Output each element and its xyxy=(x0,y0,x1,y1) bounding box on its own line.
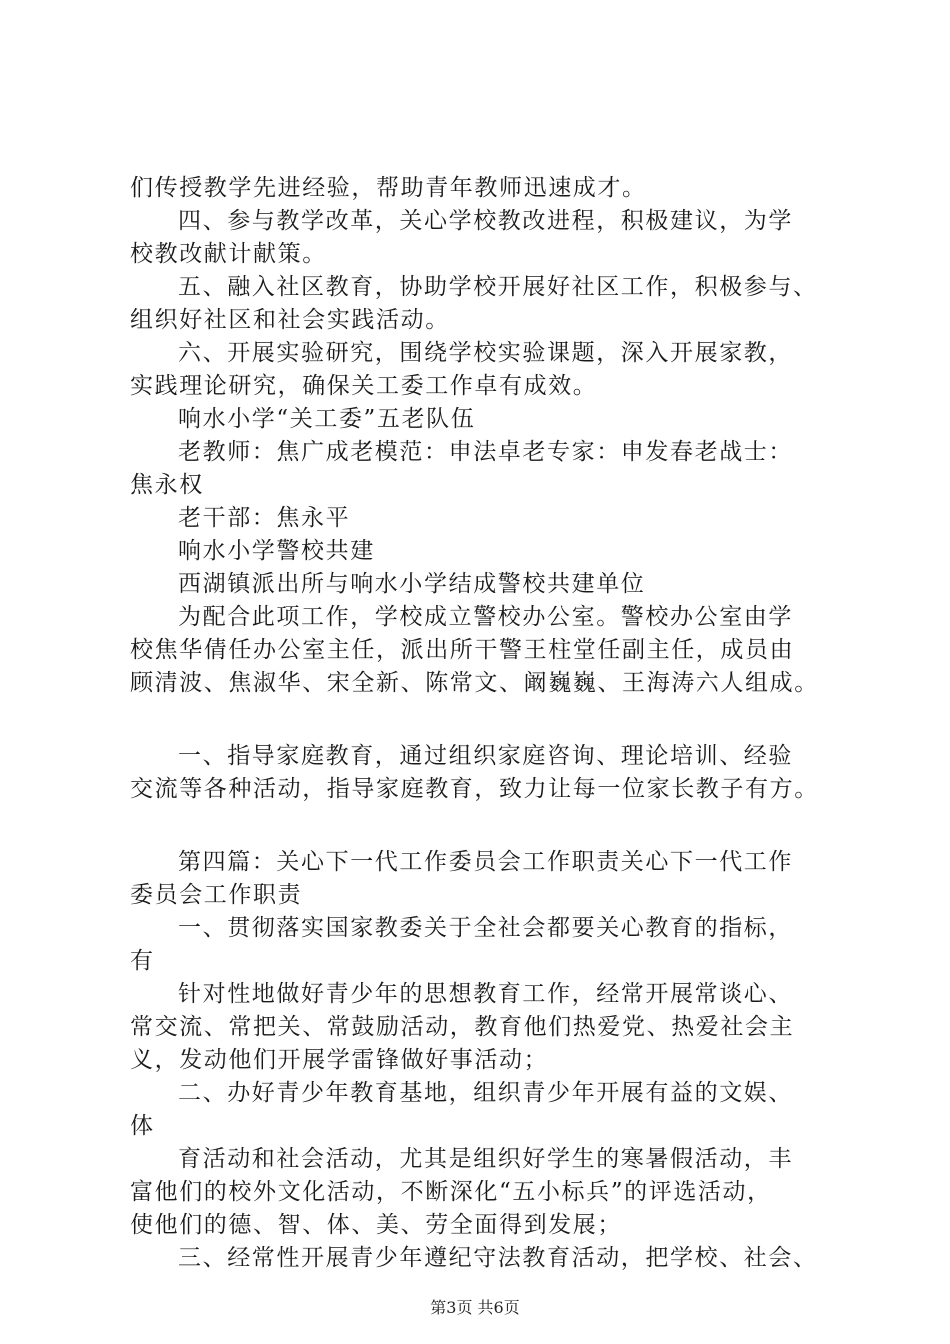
text-line: 富他们的校外文化活动，不断深化“五小标兵”的评选活动， xyxy=(130,1179,772,1205)
section-heading: 委员会工作职责 xyxy=(130,882,303,908)
text-line: 义，发动他们开展学雷锋做好事活动； xyxy=(130,1047,549,1073)
text-line: 老干部：焦永平 xyxy=(178,505,351,531)
section-heading: 响水小学“关工委”五老队伍 xyxy=(178,406,476,432)
text-line: 交流等各种活动，指导家庭教育，致力让每一位家长教子有方。 xyxy=(130,776,819,802)
text-line: 有 xyxy=(130,948,155,974)
text-line: 组织好社区和社会实践活动。 xyxy=(130,307,450,333)
text-line: 校焦华倩任办公室主任，派出所干警王柱堂任副主任，成员由 xyxy=(130,637,795,663)
text-line: 六、开展实验研究，围绕学校实验课题，深入开展家教， xyxy=(178,340,793,366)
text-line: 西湖镇派出所与响水小学结成警校共建单位 xyxy=(178,571,646,597)
text-line: 为配合此项工作，学校成立警校办公室。警校办公室由学 xyxy=(178,604,793,630)
text-line: 二、办好青少年教育基地，组织青少年开展有益的文娱、 xyxy=(178,1080,793,1106)
text-line: 实践理论研究，确保关工委工作卓有成效。 xyxy=(130,373,598,399)
document-body xyxy=(130,172,830,1275)
text-line: 四、参与教学改革，关心学校教改进程，积极建议，为学 xyxy=(178,208,793,234)
text-line: 常交流、常把关、常鼓励活动，教育他们热爱党、热爱社会主 xyxy=(130,1014,795,1040)
section-heading: 响水小学警校共建 xyxy=(178,538,375,564)
text-line: 一、指导家庭教育，通过组织家庭咨询、理论培训、经验 xyxy=(178,743,793,769)
text-line: 体 xyxy=(130,1113,155,1139)
text-line: 焦永权 xyxy=(130,472,204,498)
text-line: 老教师：焦广成老模范：申法卓老专家：申发春老战士： xyxy=(178,439,793,465)
page-number: 第3页 共6页 xyxy=(430,1298,520,1317)
text-line: 使他们的德、智、体、美、劳全面得到发展； xyxy=(130,1212,622,1238)
text-line: 校教改献计献策。 xyxy=(130,241,327,267)
text-line: 五、融入社区教育，协助学校开展好社区工作，积极参与、 xyxy=(178,274,818,300)
text-line: 三、经常性开展青少年遵纪守法教育活动，把学校、社会、 xyxy=(178,1245,818,1271)
section-heading: 第四篇：关心下一代工作委员会工作职责关心下一代工作 xyxy=(178,849,793,875)
paragraph-gap xyxy=(130,700,830,740)
text-line: 一、贯彻落实国家教委关于全社会都要关心教育的指标， xyxy=(178,915,793,941)
text-line: 针对性地做好青少年的思想教育工作，经常开展常谈心、 xyxy=(178,981,793,1007)
paragraph-gap xyxy=(130,806,830,846)
text-line: 顾清波、焦淑华、宋全新、陈常文、阚巍巍、王海涛六人组成。 xyxy=(130,670,819,696)
text-line: 育活动和社会活动，尤其是组织好学生的寒暑假活动，丰 xyxy=(178,1146,793,1172)
text-line: 们传授教学先进经验，帮助青年教师迅速成才。 xyxy=(130,175,647,201)
